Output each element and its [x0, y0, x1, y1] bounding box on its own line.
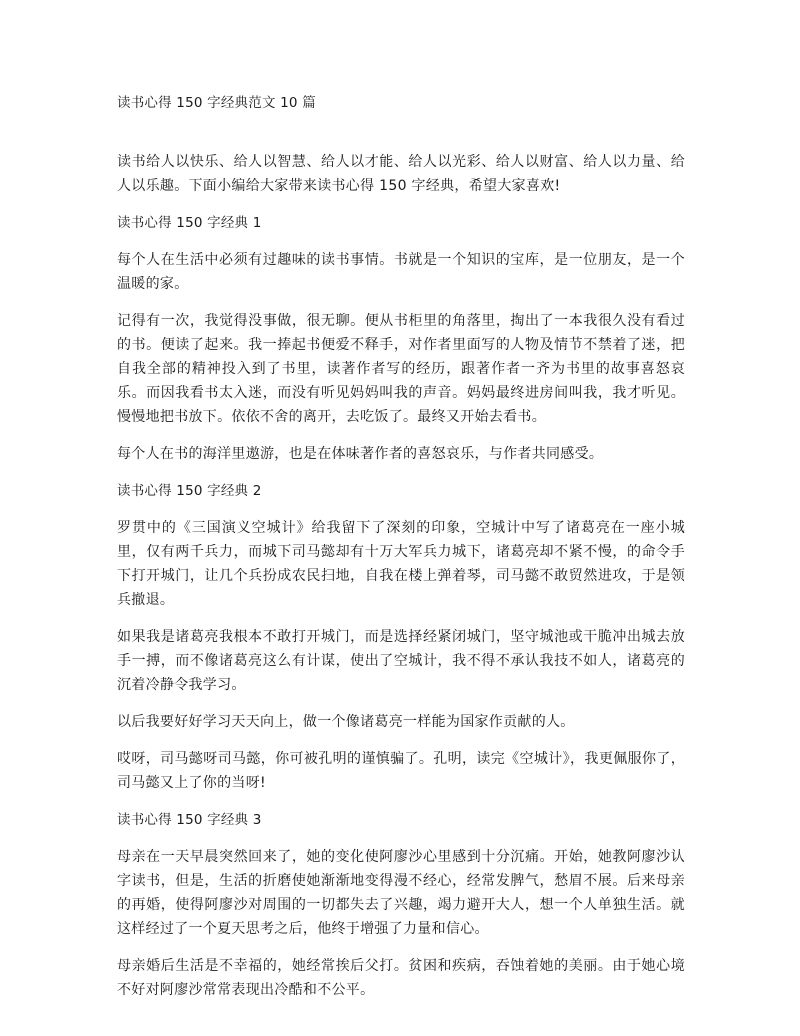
section-heading-2: 读书心得 150 字经典 2	[117, 483, 262, 499]
document-title: 读书心得 150 字经典范文 10 篇	[117, 95, 316, 111]
section-heading-1: 读书心得 150 字经典 1	[117, 215, 262, 231]
spacer	[117, 112, 685, 150]
section-1-paragraph-1: 每个人在生活中必须有过趣味的读书事情。书就是一个知识的宝库，是一位朋友，是一个温暖的家。	[117, 252, 685, 292]
section-2-paragraph-2: 如果我是诸葛亮我根本不敢打开城门，而是选择经紧闭城门，坚守城池或干脆冲出城去放手一搏，而不像诸葛亮这么有计谋，使出了空城计，我不得不承认我技不如人，诸葛亮的沉着冷静令我学习。	[117, 629, 685, 693]
section-1-paragraph-2: 记得有一次，我觉得没事做，很无聊。便从书柜里的角落里，掏出了一本我很久没有看过的书。便读了起来。我一捧起书便爱不释手，对作者里面写的人物及情节不禁着了迷，把自我全部的精神投入到了书里，读著作者写的经历，跟著作者一齐为书里的故事喜怒哀乐。而因我看书太入迷，而没有听见妈妈叫我的声音。妈妈最终进房间叫我，我才听见。慢慢地把书放下。依依不舍的离开，去吃饭了。最终又开始去看书。	[117, 313, 685, 425]
section-2-paragraph-1: 罗贯中的《三国演义空城计》给我留下了深刻的印象，空城计中写了诸葛亮在一座小城里，仅有两千兵力，而城下司马懿却有十万大军兵力城下，诸葛亮却不紧不慢，的命令手下打开城门，让几个兵扮成农民扫地，自我在楼上弹着琴，司马懿不敢贸然进攻，于是领兵撤退。	[117, 520, 685, 608]
section-1-paragraph-3: 每个人在书的海洋里遨游，也是在体味著作者的喜怒哀乐，与作者共同感受。	[117, 446, 604, 462]
section-2-paragraph-4: 哎呀，司马懿呀司马懿，你可被孔明的谨慎骗了。孔明，读完《空城计》，我更佩服你了，司马懿又上了你的当呀!	[117, 751, 685, 791]
intro-paragraph: 读书给人以快乐、给人以智慧、给人以才能、给人以光彩、给人以财富、给人以力量、给人以乐趣。下面小编给大家带来读书心得 150 字经典，希望大家喜欢!	[117, 154, 685, 194]
section-3-paragraph-1: 母亲在一天早晨突然回来了，她的变化使阿廖沙心里感到十分沉痛。开始，她教阿廖沙认字读书，但是，生活的折磨使她渐渐地变得漫不经心，经常发脾气，愁眉不展。后来母亲的再婚，使得阿廖沙对周围的一切都失去了兴趣，竭力避开大人，想一个人单独生活。就这样经过了一个夏天思考之后，他终于增强了力量和信心。	[117, 849, 685, 937]
document-page	[117, 94, 685, 1002]
section-3-paragraph-2: 母亲婚后生活是不幸福的，她经常挨后父打。贫困和疾病，吞蚀着她的美丽。由于她心境不好对阿廖沙常常表现出冷酷和不公平。	[117, 958, 685, 998]
section-heading-3: 读书心得 150 字经典 3	[117, 812, 262, 828]
section-2-paragraph-3: 以后我要好好学习天天向上，做一个像诸葛亮一样能为国家作贡献的人。	[117, 714, 575, 730]
